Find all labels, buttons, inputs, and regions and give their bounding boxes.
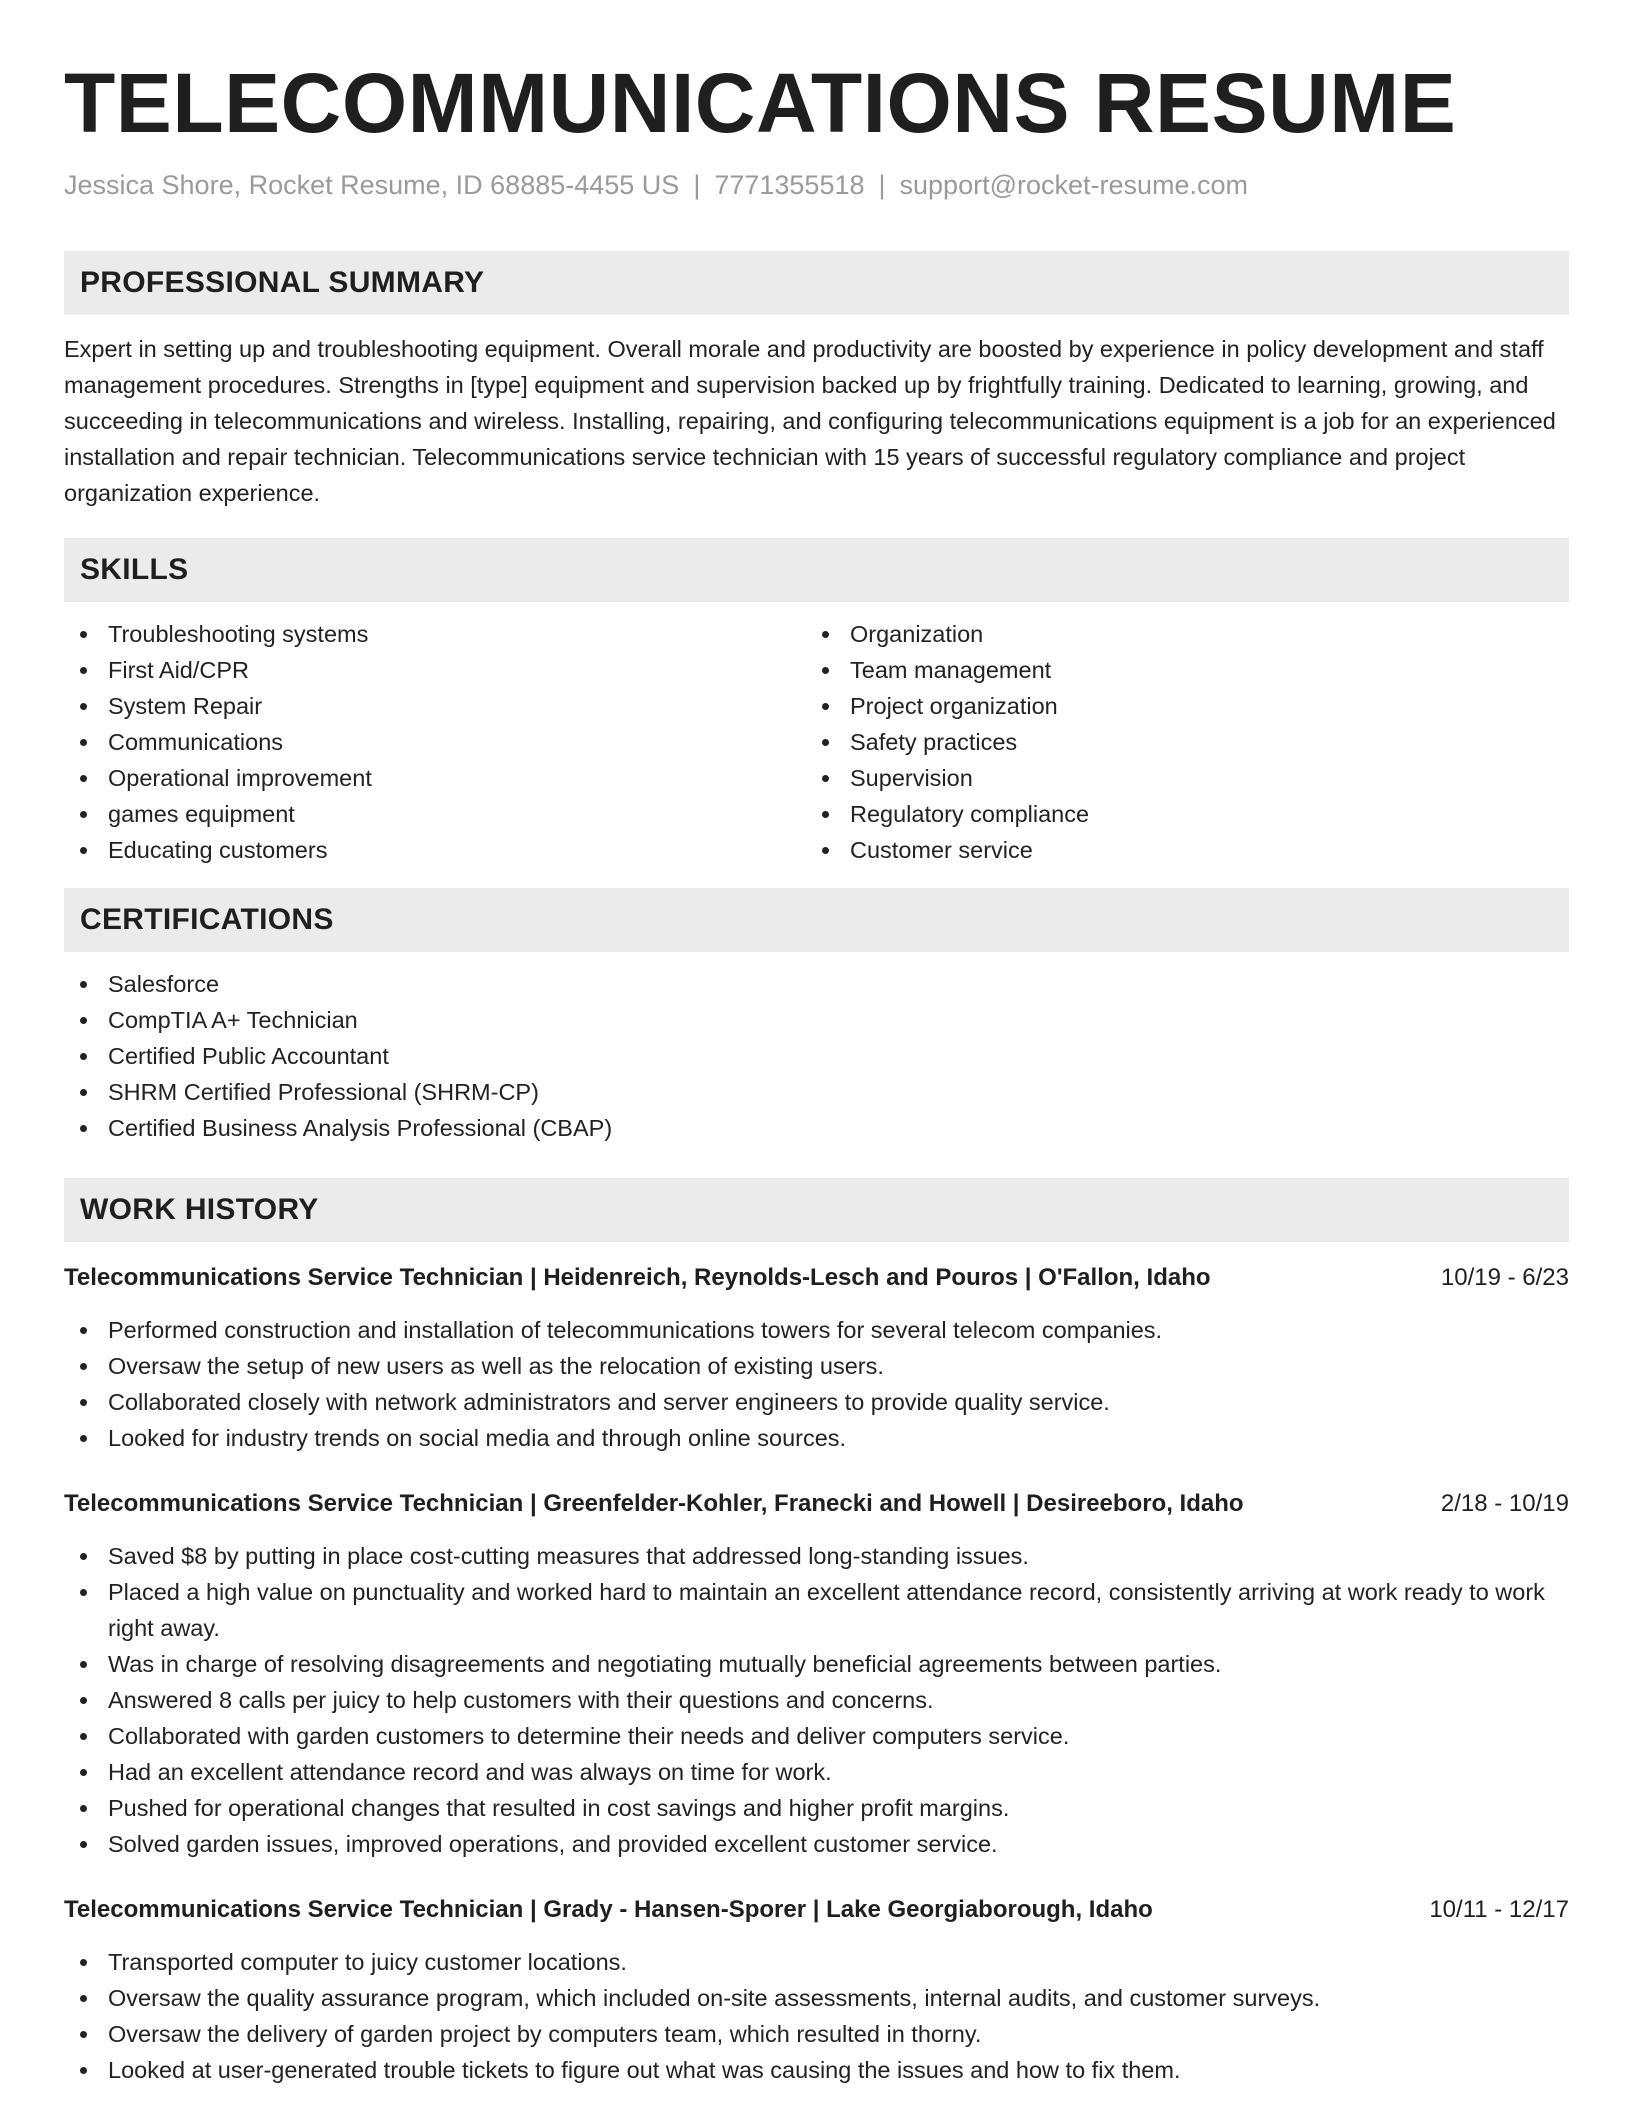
skill-item: Team management xyxy=(806,652,1548,688)
job-dates: 2/18 - 10/19 xyxy=(1440,1490,1569,1517)
job-bullet: Had an excellent attendance record and was always on time for work. xyxy=(64,1754,1569,1790)
summary-heading: PROFESSIONAL SUMMARY xyxy=(64,251,1569,315)
work-history-heading: WORK HISTORY xyxy=(64,1178,1569,1242)
job-bullet: Oversaw the quality assurance program, which included on-site assessments, internal audits, and customer surveys. xyxy=(64,1980,1569,2016)
job-bullets xyxy=(64,1538,1569,1862)
job-dates: 10/19 - 6/23 xyxy=(1440,1264,1569,1291)
job-bullet: Oversaw the delivery of garden project by computers team, which resulted in thorny. xyxy=(64,2016,1569,2052)
job-bullet: Solved garden issues, improved operations, and provided excellent customer service. xyxy=(64,1826,1569,1862)
skill-item: Project organization xyxy=(806,688,1548,724)
contact-address: Jessica Shore, Rocket Resume, ID 68885-4455 US xyxy=(64,170,680,200)
skill-item: Regulatory compliance xyxy=(806,796,1548,832)
resume-page xyxy=(64,0,1569,2088)
contact-line xyxy=(64,168,1569,202)
skill-item: Educating customers xyxy=(64,832,806,868)
job-bullet: Looked for industry trends on social media and through online sources. xyxy=(64,1420,1569,1456)
certification-item: CompTIA A+ Technician xyxy=(64,1002,1569,1038)
job-header xyxy=(64,1486,1569,1522)
job-bullet: Oversaw the setup of new users as well as the relocation of existing users. xyxy=(64,1348,1569,1384)
certifications-list xyxy=(64,966,1569,1146)
contact-separator: | xyxy=(693,170,701,200)
skills-list xyxy=(64,616,1569,868)
certification-item: Salesforce xyxy=(64,966,1569,1002)
job-entry xyxy=(64,1260,1569,1456)
skill-item: Customer service xyxy=(806,832,1548,868)
skills-heading: SKILLS xyxy=(64,538,1569,602)
job-dates: 10/11 - 12/17 xyxy=(1429,1896,1569,1923)
job-title: Telecommunications Service Technician | Greenfelder-Kohler, Franecki and Howell | Desireeboro, Idaho xyxy=(64,1490,1244,1517)
job-bullets xyxy=(64,1312,1569,1456)
certification-item: Certified Business Analysis Professional (CBAP) xyxy=(64,1110,1569,1146)
job-bullet: Was in charge of resolving disagreements and negotiating mutually beneficial agreements between parties. xyxy=(64,1646,1569,1682)
job-bullet: Saved $8 by putting in place cost-cutting measures that addressed long-standing issues. xyxy=(64,1538,1569,1574)
job-header xyxy=(64,1260,1569,1296)
certifications-heading: CERTIFICATIONS xyxy=(64,888,1569,952)
job-bullet: Collaborated with garden customers to determine their needs and deliver computers service. xyxy=(64,1718,1569,1754)
job-bullet: Collaborated closely with network administrators and server engineers to provide quality service. xyxy=(64,1384,1569,1420)
skill-item: Safety practices xyxy=(806,724,1548,760)
skills-column-left xyxy=(64,616,806,868)
job-bullet: Performed construction and installation of telecommunications towers for several telecom companies. xyxy=(64,1312,1569,1348)
summary-text: Expert in setting up and troubleshooting equipment. Overall morale and productivity are boosted by experience in policy development and staff management procedures. Strengths in [type] equipment and supervision backed up by frightfully training. Dedicated to learning, growing, and succeeding in telecommunications and wireless. Installing, repairing, and configuring telecommunications equipment is a job for an experienced installation and repair technician. Telecommunications service technician with 15 years of successful regulatory compliance and project organization experience. xyxy=(64,336,1556,506)
skill-item: System Repair xyxy=(64,688,806,724)
skills-column-right xyxy=(806,616,1548,868)
contact-separator: | xyxy=(878,170,886,200)
skill-item: Communications xyxy=(64,724,806,760)
certification-item: SHRM Certified Professional (SHRM-CP) xyxy=(64,1074,1569,1110)
job-bullets xyxy=(64,1944,1569,2088)
job-bullet: Pushed for operational changes that resulted in cost savings and higher profit margins. xyxy=(64,1790,1569,1826)
skill-item: Supervision xyxy=(806,760,1548,796)
job-bullet: Transported computer to juicy customer locations. xyxy=(64,1944,1569,1980)
job-entry xyxy=(64,1486,1569,1862)
skill-item: Troubleshooting systems xyxy=(64,616,806,652)
contact-email: support@rocket-resume.com xyxy=(899,170,1249,200)
job-title: Telecommunications Service Technician | Heidenreich, Reynolds-Lesch and Pouros | O'Fallon, Idaho xyxy=(64,1264,1211,1291)
job-entry xyxy=(64,1892,1569,2088)
resume-title: TELECOMMUNICATIONS RESUME xyxy=(64,56,1457,150)
job-bullet: Looked at user-generated trouble tickets to figure out what was causing the issues and how to fix them. xyxy=(64,2052,1569,2088)
skill-item: First Aid/CPR xyxy=(64,652,806,688)
certification-item: Certified Public Accountant xyxy=(64,1038,1569,1074)
job-title: Telecommunications Service Technician | Grady - Hansen-Sporer | Lake Georgiaborough, Idaho xyxy=(64,1896,1153,1923)
job-bullet: Placed a high value on punctuality and worked hard to maintain an excellent attendance record, consistently arriving at work ready to work right away. xyxy=(64,1574,1569,1646)
job-bullet: Answered 8 calls per juicy to help customers with their questions and concerns. xyxy=(64,1682,1569,1718)
skill-item: Operational improvement xyxy=(64,760,806,796)
job-header xyxy=(64,1892,1569,1928)
skill-item: games equipment xyxy=(64,796,806,832)
contact-phone: 7771355518 xyxy=(714,170,865,200)
skill-item: Organization xyxy=(806,616,1548,652)
